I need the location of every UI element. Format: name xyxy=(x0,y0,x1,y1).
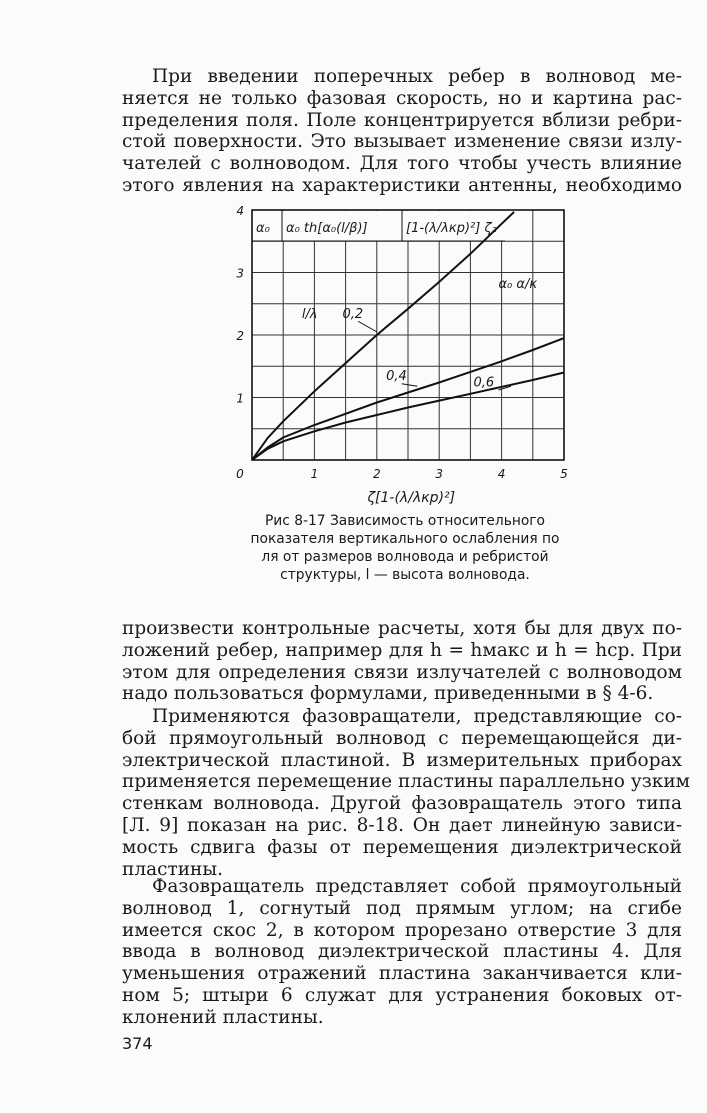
figure-caption xyxy=(230,512,580,584)
caption-line: Рис 8-17 Зависимость относительного xyxy=(264,513,545,529)
text-line: няется не только фазовая скорость, но и картина рас- xyxy=(122,87,682,109)
paragraph-phase-shifter xyxy=(122,706,691,880)
text-line: этом для определения связи излучателей с волноводом xyxy=(122,661,682,683)
text-line: надо пользоваться формулами, приведенными в § 4-6. xyxy=(122,683,654,705)
text-line: ложений ребер, например для h = hмакс и h = hср. При xyxy=(122,639,682,661)
leader-line xyxy=(358,321,377,332)
caption-line: ля от размеров волновода и ребристой xyxy=(261,549,549,565)
paragraph-mid xyxy=(122,618,682,705)
text-line: волновод 1, согнутый под прямым углом; на сгибе xyxy=(122,897,682,919)
x-axis-label: ζ[1-(λ/λкр)²] xyxy=(367,490,456,506)
text-line: пределения поля. Поле концентрируется вблизи ребри- xyxy=(122,109,682,131)
text-line: пластины. xyxy=(122,858,223,880)
text-line: стой поверхности. Это вызывает изменение связи излу- xyxy=(122,131,682,153)
text-line: чателей с волноводом. Для того чтобы учесть влияние xyxy=(122,153,682,175)
chart-header xyxy=(252,210,505,241)
text-line: ном 5; штыри 6 служат для устранения боковых от- xyxy=(122,984,682,1006)
y-tick-label: 1 xyxy=(236,391,244,406)
text-line: При введении поперечных ребер в волновод ме- xyxy=(152,66,682,87)
page-number: 374 xyxy=(122,1034,153,1053)
text-line: клонений пластины. xyxy=(122,1006,324,1028)
x-tick-label: 1 xyxy=(310,467,319,481)
x-tick-label: 5 xyxy=(560,467,568,481)
text-line: [Л. 9] показан на рис. 8-18. Он дает линейную зависи- xyxy=(122,814,682,836)
text-line: Фазовращатель представляет собой прямоугольный xyxy=(152,876,682,897)
x-tick-label: 4 xyxy=(497,467,506,481)
y-tick-label: 4 xyxy=(236,204,244,218)
x-tick-label: 0 xyxy=(236,467,244,481)
text-line: применяется перемещение пластины параллельно узким xyxy=(122,771,691,793)
series-label: 0,4 xyxy=(386,369,407,384)
text-line: бой прямоугольный волновод с перемещающейся ди- xyxy=(122,727,682,749)
series-line xyxy=(252,212,514,460)
header-label: α₀ xyxy=(256,221,270,236)
text-line: этого явления на характеристики антенны, необходимо xyxy=(122,174,682,196)
chart xyxy=(228,200,588,510)
series-label: 0,2 xyxy=(342,307,364,323)
series-label: 0,6 xyxy=(473,375,495,391)
right-label: α₀ α/к xyxy=(498,277,538,293)
text-line: произвести контрольные расчеты, хотя бы для двух по- xyxy=(122,618,682,639)
y-tick-label: 3 xyxy=(236,266,244,281)
paragraph-top xyxy=(122,66,682,197)
text-line: имеется скос 2, в котором прорезано отверстие 3 для xyxy=(122,919,682,941)
param-label: l/λ xyxy=(301,307,318,323)
x-tick-label: 3 xyxy=(435,467,444,481)
text-line: электрической пластиной. В измерительных приборах xyxy=(122,749,682,771)
text-line: Применяются фазовращатели, представляющие со- xyxy=(152,706,682,727)
paragraph-bottom xyxy=(122,876,682,1029)
text-line: уменьшения отражений пластина заканчивается кли- xyxy=(122,963,682,985)
leader-line xyxy=(402,384,418,387)
caption-line: показателя вертикального ослабления по xyxy=(250,531,560,547)
header-label: [1-(λ/λкр)²] ζ₂ xyxy=(406,221,497,236)
caption-line: структуры, l — высота волновода. xyxy=(280,567,530,583)
text-line: ввода в волновод диэлектрической пластины 4. Для xyxy=(122,941,682,963)
y-tick-label: 2 xyxy=(236,329,244,343)
header-label: α₀ th[α₀(l/β)] xyxy=(286,221,368,236)
grid xyxy=(252,210,564,460)
text-line: стенкам волновода. Другой фазовращатель этого типа xyxy=(122,793,682,815)
figure-8-17 xyxy=(228,200,588,510)
x-tick-label: 2 xyxy=(372,467,381,481)
text-line: мость сдвига фазы от перемещения диэлектрической xyxy=(122,836,682,858)
